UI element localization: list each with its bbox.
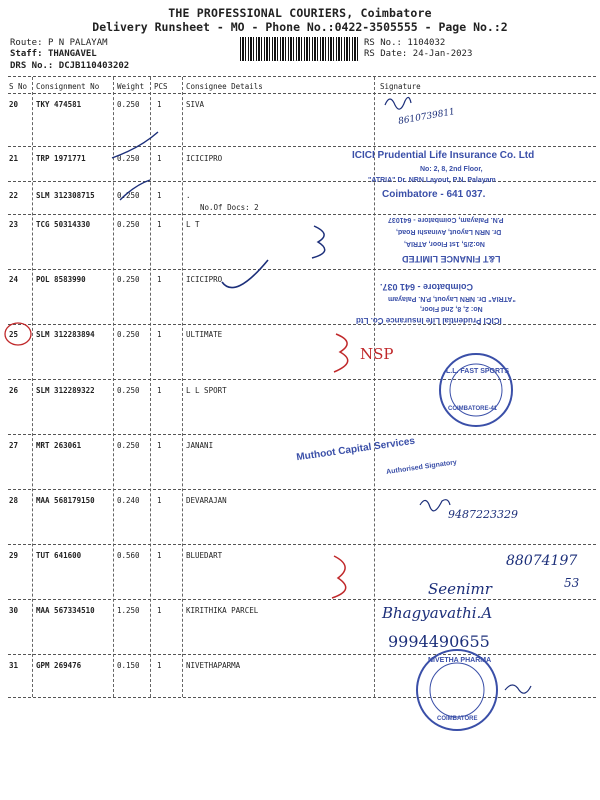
lt-stamp-name: L&T FINANCE LIMITED	[402, 254, 501, 264]
handwritten-phone: 9487223329	[448, 508, 518, 521]
brace-mark	[312, 226, 325, 258]
handwritten-nsp: NSP	[360, 345, 394, 363]
row-divider	[8, 93, 596, 94]
staff-value: THANGAVEL	[47, 49, 97, 59]
nivetha-stamp-text: NIVETHA PHARMA	[428, 657, 492, 664]
docs-note: No.Of Docs: 2	[200, 203, 259, 212]
col-pcs: PCS	[154, 82, 168, 91]
nivetha-stamp-inner	[430, 663, 484, 717]
row-divider	[8, 544, 596, 545]
row-divider	[8, 324, 596, 325]
col-divider	[182, 77, 183, 697]
signature-scribble	[505, 685, 531, 693]
llfast-stamp-ring	[440, 354, 512, 426]
rs-date-line: RS Date: 24-Jan-2023	[364, 49, 473, 59]
col-signature: Signature	[380, 82, 421, 91]
col-divider	[32, 77, 33, 697]
row-divider	[8, 697, 596, 698]
tick-mark	[222, 260, 268, 288]
drs-value: DCJB110403202	[58, 61, 130, 71]
muthoot-stamp-sub: Authorised Signatory	[385, 459, 458, 476]
icici-stamp-name-rotated: ICICI Prudential Life Insurance Co. Ltd	[356, 316, 502, 325]
col-weight: Weight	[117, 82, 145, 91]
rs-date-value: 24-Jan-2023	[412, 49, 473, 59]
rs-no-line: RS No.: 1104032	[364, 38, 446, 48]
row-divider	[8, 599, 596, 600]
brace-mark	[332, 556, 346, 598]
col-consignment: Consignment No	[36, 82, 100, 91]
handwritten-name: Bhagyavathi.A	[382, 604, 493, 622]
icici-stamp-city: Coimbatore - 641 037.	[382, 189, 486, 200]
icici-stamp-addr-rotated: No: 2, 8, 2nd Floor,	[420, 305, 483, 312]
row-divider	[8, 379, 596, 380]
row-divider	[8, 181, 596, 182]
col-divider	[113, 77, 114, 697]
lt-stamp-addr: No:2/5, 1st Floor, ATRIA,	[404, 240, 485, 247]
route-line: Route: P N PALAYAM	[10, 38, 108, 48]
handwritten-phone: 8610739811	[397, 107, 456, 127]
handwritten-name: Seenimr	[428, 580, 492, 598]
nivetha-stamp-text: COIMBATORE	[437, 716, 478, 722]
icici-stamp-addr: "ATRIA" Dr. NRN Layout, P.N. Palayam	[368, 177, 496, 184]
llfast-stamp-text: COIMBATORE-41	[448, 406, 498, 412]
drs-line: DRS No.: DCJB110403202	[10, 61, 130, 71]
rs-no-value: 1104032	[407, 38, 446, 48]
row-divider	[8, 434, 596, 435]
row-divider	[8, 214, 596, 215]
row-divider	[8, 269, 596, 270]
llfast-stamp-text: L.L. FAST SPORTS	[446, 368, 510, 375]
route-value: P N PALAYAM	[47, 38, 108, 48]
row-divider	[8, 489, 596, 490]
handwritten-number: 53	[564, 576, 580, 590]
lt-stamp-addr: Dr. NRN Layout, Avinashi Road,	[396, 228, 502, 235]
signature-scribble	[385, 97, 411, 109]
company-title: THE PROFESSIONAL COURIERS, Coimbatore	[168, 6, 432, 20]
lt-stamp-addr: P.N. Palayam, Coimbatore - 641037	[388, 216, 504, 223]
row-divider	[8, 76, 596, 77]
staff-line: Staff: THANGAVEL	[10, 49, 97, 59]
col-sno: S No	[9, 82, 28, 91]
row-divider	[8, 146, 596, 147]
col-consignee: Consignee Details	[186, 82, 263, 91]
signature-scribble	[420, 500, 450, 511]
col-divider	[150, 77, 151, 697]
row-divider	[8, 654, 596, 655]
icici-stamp-addr: No: 2, 8, 2nd Floor,	[420, 166, 483, 173]
handwritten-phone: 9994490655	[388, 632, 490, 651]
runsheet-subtitle: Delivery Runsheet - MO - Phone No.:0422-3505555 - Page No.:2	[92, 20, 508, 34]
icici-stamp-city-rotated: Coimbatore - 641 037.	[380, 282, 474, 292]
icici-stamp-addr-rotated: "ATRIA" Dr. NRN Layout, P.N. Palayam	[388, 295, 516, 302]
runsheet-page: THE PROFESSIONAL COURIERS, Coimbatore Delivery Runsheet - MO - Phone No.:0422-3505555 - Page No.:2 Route: P N PALAYAM Staff: THANGAVEL DRS No.: DCJB110403202 RS No.: 1104032 RS Date: 24-Jan-2023 S No Consignment No Weight PCS Consignee Details Signature 20 TKY 474581 0.250 1 SIVA 21 TRP 1971771 0.250 1 ICICIPRO 22 SLM 312308715 0.250 1 . No.Of Docs: 2 23 TCG 50314330 0.250 1 L T 24 POL 8583990 0.250 1 ICICIPRO 25 SLM 312283894 0.250 1 ULTIMATE 26 SLM 312289322 0.250 1 L L SPORT 27 MRT 263061 0.250 1 JANANI 28 MAA 568179150 0.240 1 DEVARAJAN 29 TUT 641600 0.560 1 BLUEDART 30 MAA 567334510 1.250 1 KIRITHIKA PARCEL 31 GPM 269476 0.150 1 NIVETHAPARMA 8610739811 NSP 9487223329 88074197 Seenimr 53 Bhagyavathi.A 9994490655 ICICI Prudential Life Insurance Co. Ltd No: 2, 8, 2nd Floor, "ATRIA" Dr. NRN Layout, P.N. Palayam Coimbatore - 641 037. P.N. Palayam, Coimbatore - 641037 Dr. NRN Layout, Avinashi Road, No:2/5, 1st Floor, ATRIA, L&T FINANCE LIMITED Coimbatore - 641 037. "ATRIA" Dr. NRN Layout, P.N. Palayam No: 2, 8, 2nd Floor, ICICI Prudential Life Insurance Co. Ltd L.L. FAST SPORTS COIMBATORE-41 Muthoot Capital Services Authorised Signatory NIVETHA PHARMA COIMBATORE	[0, 0, 600, 800]
icici-stamp-name: ICICI Prudential Life Insurance Co. Ltd	[352, 150, 535, 161]
col-divider	[374, 77, 375, 697]
barcode	[240, 37, 358, 61]
muthoot-stamp-name: Muthoot Capital Services	[295, 435, 416, 464]
handwritten-phone: 88074197	[506, 553, 578, 569]
brace-mark	[334, 334, 348, 372]
